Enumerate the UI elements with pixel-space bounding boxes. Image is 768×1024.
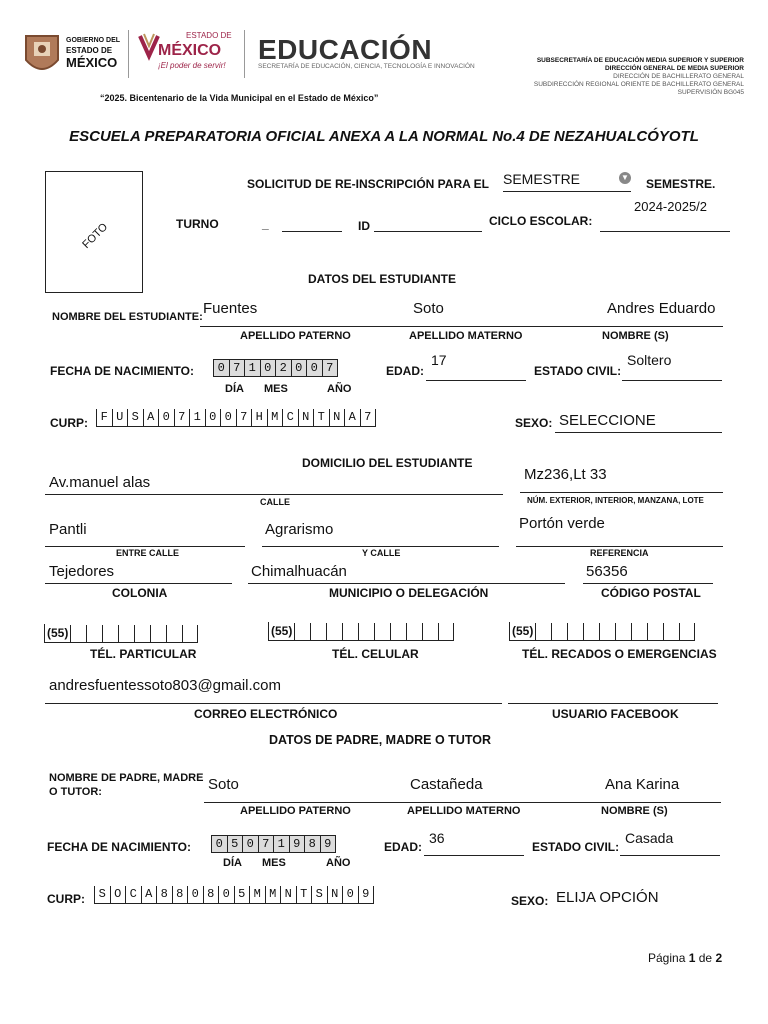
student-nom-label: NOMBRE (S) bbox=[602, 330, 669, 342]
tutor-curp-char: N bbox=[328, 886, 344, 904]
tutor-sexo-select[interactable]: ELIJA OPCIÓN bbox=[556, 889, 659, 906]
tutor-name-label: NOMBRE DE PADRE, MADRE O TUTOR: bbox=[49, 772, 204, 798]
address-ycalle-label: Y CALLE bbox=[362, 548, 401, 558]
student-section-title: DATOS DEL ESTUDIANTE bbox=[308, 272, 457, 286]
student-civil[interactable]: Soltero bbox=[627, 352, 672, 368]
tutor-apellido-paterno[interactable]: Soto bbox=[208, 776, 239, 793]
student-curp-char: T bbox=[314, 409, 330, 427]
dependency-block: SUBSECRETARÍA DE EDUCACIÓN MEDIA SUPERIOR Y SUPERIOR DIRECCIÓN GENERAL DE MEDIA SUPERIOR DIRECCIÓN DE BACHILLERATO GENERAL SUBDIRECCIÓN REGIONAL ORIENTE DE BACHILLERATO GENERAL SUPERVISIÓN BG045 bbox=[533, 57, 744, 96]
educacion-subtitle: SECRETARÍA DE EDUCACIÓN, CIENCIA, TECNOLOGÍA E INNOVACIÓN bbox=[258, 63, 475, 70]
address-cp[interactable]: 56356 bbox=[586, 563, 628, 580]
tutor-edad[interactable]: 36 bbox=[429, 830, 445, 846]
ciclo-label: CICLO ESCOLAR: bbox=[489, 214, 593, 228]
tutor-apellido-materno[interactable]: Castañeda bbox=[410, 776, 483, 793]
photo-box bbox=[45, 171, 143, 293]
student-curp-char: 0 bbox=[221, 409, 237, 427]
student-birth-digit-char: 0 bbox=[261, 359, 277, 377]
student-mes-label: MES bbox=[264, 383, 288, 395]
tutor-curp-char: N bbox=[281, 886, 297, 904]
student-birth-digit-char: 7 bbox=[323, 359, 339, 377]
tutor-curp-char: 0 bbox=[343, 886, 359, 904]
edomex-text: ESTADO DE MÉXICO ¡El poder de servir! bbox=[158, 31, 232, 70]
tutor-curp-label: CURP: bbox=[47, 892, 85, 906]
tutor-civil-label: ESTADO CIVIL: bbox=[532, 840, 620, 854]
tutor-birth-digit-char: 9 bbox=[321, 835, 337, 853]
student-curp-char: 0 bbox=[159, 409, 175, 427]
tutor-curp-boxes[interactable] bbox=[94, 886, 374, 904]
tutor-curp-char: S bbox=[95, 886, 111, 904]
student-sexo-label: SEXO: bbox=[515, 416, 553, 430]
page-number: Página 1 de 2 bbox=[648, 951, 723, 965]
student-nombres[interactable]: Andres Eduardo bbox=[607, 300, 716, 317]
tutor-anio-label: AÑO bbox=[326, 857, 351, 869]
tutor-curp-char: C bbox=[126, 886, 142, 904]
tutor-birth-boxes[interactable] bbox=[211, 835, 336, 853]
address-ycalle[interactable]: Agrarismo bbox=[265, 521, 334, 538]
address-numero[interactable]: Mz236,Lt 33 bbox=[524, 466, 607, 483]
student-birth-digit-char: 0 bbox=[292, 359, 308, 377]
tutor-birth-digit-char: 7 bbox=[259, 835, 275, 853]
tutor-ap-label: APELLIDO PATERNO bbox=[240, 805, 351, 817]
student-curp-char: U bbox=[113, 409, 129, 427]
phone-recados-label: TÉL. RECADOS O EMERGENCIAS bbox=[522, 647, 717, 661]
student-birth-digit-char: 0 bbox=[214, 359, 230, 377]
tutor-civil[interactable]: Casada bbox=[625, 830, 674, 846]
phone-celular-label: TÉL. CELULAR bbox=[332, 647, 419, 661]
student-curp-label: CURP: bbox=[50, 416, 88, 430]
tutor-am-label: APELLIDO MATERNO bbox=[407, 805, 521, 817]
turno-label: TURNO bbox=[176, 217, 219, 231]
gobierno-logo bbox=[22, 30, 62, 78]
tutor-curp-char: 9 bbox=[359, 886, 375, 904]
tutor-section-title: DATOS DE PADRE, MADRE O TUTOR bbox=[269, 733, 492, 747]
tutor-birth-digit-char: 1 bbox=[274, 835, 290, 853]
phone-recados-field[interactable]: (55) bbox=[509, 622, 695, 641]
student-sexo-select[interactable]: SELECCIONE bbox=[559, 412, 656, 429]
tutor-curp-char: 8 bbox=[173, 886, 189, 904]
tutor-curp-char: 0 bbox=[188, 886, 204, 904]
student-edad-label: EDAD: bbox=[386, 364, 424, 378]
tutor-birth-digit-char: 5 bbox=[228, 835, 244, 853]
tutor-mes-label: MES bbox=[262, 857, 286, 869]
tutor-curp-char: M bbox=[266, 886, 282, 904]
id-field[interactable] bbox=[374, 231, 482, 232]
turno-value[interactable]: _ bbox=[262, 217, 269, 231]
address-referencia-label: REFERENCIA bbox=[590, 548, 649, 558]
student-name-label: NOMBRE DEL ESTUDIANTE: bbox=[52, 311, 203, 323]
address-entre-label: ENTRE CALLE bbox=[116, 548, 179, 558]
student-curp-char: 1 bbox=[190, 409, 206, 427]
student-curp-char: M bbox=[268, 409, 284, 427]
student-dia-label: DÍA bbox=[225, 383, 244, 395]
address-calle-label: CALLE bbox=[260, 497, 290, 507]
educacion-logo-title: EDUCACIÓN bbox=[258, 34, 433, 65]
tutor-curp-char: 8 bbox=[204, 886, 220, 904]
address-entre[interactable]: Pantli bbox=[49, 521, 87, 538]
chevron-down-icon: ▼ bbox=[619, 172, 631, 184]
student-birth-boxes[interactable] bbox=[213, 359, 338, 377]
phone-celular-field[interactable]: (55) bbox=[268, 622, 454, 641]
student-curp-char: 7 bbox=[237, 409, 253, 427]
student-curp-char: 0 bbox=[206, 409, 222, 427]
motto: “2025. Bicentenario de la Vida Municipal en el Estado de México” bbox=[100, 93, 379, 103]
student-am-label: APELLIDO MATERNO bbox=[409, 330, 523, 342]
tutor-curp-char: M bbox=[250, 886, 266, 904]
tutor-curp-char: 8 bbox=[157, 886, 173, 904]
phone-particular-label: TÉL. PARTICULAR bbox=[90, 647, 197, 661]
student-curp-char: F bbox=[97, 409, 113, 427]
tutor-birth-digit-char: 0 bbox=[243, 835, 259, 853]
tutor-birth-digit-char: 8 bbox=[305, 835, 321, 853]
request-title: SOLICITUD DE RE-INSCRIPCIÓN PARA EL bbox=[247, 177, 490, 191]
tutor-curp-char: S bbox=[312, 886, 328, 904]
student-curp-char: 7 bbox=[361, 409, 377, 427]
tutor-curp-char: 5 bbox=[235, 886, 251, 904]
tutor-curp-char: 0 bbox=[219, 886, 235, 904]
student-ap-label: APELLIDO PATERNO bbox=[240, 330, 351, 342]
student-curp-char: C bbox=[283, 409, 299, 427]
tutor-sexo-label: SEXO: bbox=[511, 894, 549, 908]
tutor-curp-char: O bbox=[111, 886, 127, 904]
student-civil-label: ESTADO CIVIL: bbox=[534, 364, 622, 378]
gobierno-text: GOBIERNO DEL ESTADO DE MÉXICO bbox=[66, 37, 121, 70]
id-label: ID bbox=[358, 219, 370, 233]
student-curp-char: A bbox=[345, 409, 361, 427]
address-calle[interactable]: Av.manuel alas bbox=[49, 474, 151, 491]
tutor-nombres[interactable]: Ana Karina bbox=[605, 776, 680, 793]
tutor-edad-label: EDAD: bbox=[384, 840, 422, 854]
address-referencia[interactable]: Portón verde bbox=[519, 515, 605, 532]
tutor-curp-char: A bbox=[142, 886, 158, 904]
student-birth-digit-char: 0 bbox=[307, 359, 323, 377]
tutor-nom-label: NOMBRE (S) bbox=[601, 805, 668, 817]
address-colonia[interactable]: Tejedores bbox=[49, 563, 115, 580]
student-curp-char: H bbox=[252, 409, 268, 427]
address-colonia-label: COLONIA bbox=[112, 586, 168, 600]
school-title: ESCUELA PREPARATORIA OFICIAL ANEXA A LA NORMAL No.4 DE NEZAHUALCÓYOTL bbox=[69, 128, 699, 145]
facebook-label: USUARIO FACEBOOK bbox=[552, 707, 679, 721]
student-birth-label: FECHA DE NACIMIENTO: bbox=[50, 364, 194, 378]
student-apellido-paterno[interactable]: Fuentes bbox=[203, 300, 258, 317]
tutor-dia-label: DÍA bbox=[223, 857, 242, 869]
edomex-logo bbox=[138, 32, 160, 62]
address-section-title: DOMICILIO DEL ESTUDIANTE bbox=[302, 456, 473, 470]
student-curp-boxes[interactable] bbox=[96, 409, 376, 427]
tutor-birth-digit-char: 0 bbox=[212, 835, 228, 853]
phone-particular-field[interactable]: (55) bbox=[44, 624, 198, 643]
student-curp-char: S bbox=[128, 409, 144, 427]
semester-select[interactable]: SEMESTRE ▼ bbox=[503, 171, 631, 192]
student-apellido-materno[interactable]: Soto bbox=[413, 300, 444, 317]
facebook-field[interactable] bbox=[508, 703, 718, 704]
student-birth-digit-char: 7 bbox=[230, 359, 246, 377]
student-edad[interactable]: 17 bbox=[431, 352, 447, 368]
address-municipio-label: MUNICIPIO O DELEGACIÓN bbox=[329, 586, 489, 600]
student-curp-char: 7 bbox=[175, 409, 191, 427]
photo-label: FOTO bbox=[80, 221, 111, 251]
semester-suffix: SEMESTRE. bbox=[646, 177, 716, 191]
tutor-birth-label: FECHA DE NACIMIENTO: bbox=[47, 840, 191, 854]
tutor-curp-char: T bbox=[297, 886, 313, 904]
student-curp-char: N bbox=[330, 409, 346, 427]
ciclo-value[interactable]: 2024-2025/2 bbox=[634, 199, 708, 214]
student-birth-digit-char: 2 bbox=[276, 359, 292, 377]
address-numero-label: NÚM. EXTERIOR, INTERIOR, MANZANA, LOTE bbox=[527, 496, 704, 505]
address-municipio[interactable]: Chimalhuacán bbox=[251, 563, 347, 580]
email-label: CORREO ELECTRÓNICO bbox=[194, 707, 338, 721]
address-cp-label: CÓDIGO POSTAL bbox=[601, 586, 701, 600]
student-anio-label: AÑO bbox=[327, 383, 352, 395]
student-birth-digit-char: 1 bbox=[245, 359, 261, 377]
student-curp-char: N bbox=[299, 409, 315, 427]
tutor-birth-digit-char: 9 bbox=[290, 835, 306, 853]
email-value[interactable]: andresfuentessoto803@gmail.com bbox=[49, 677, 282, 694]
student-curp-char: A bbox=[144, 409, 160, 427]
